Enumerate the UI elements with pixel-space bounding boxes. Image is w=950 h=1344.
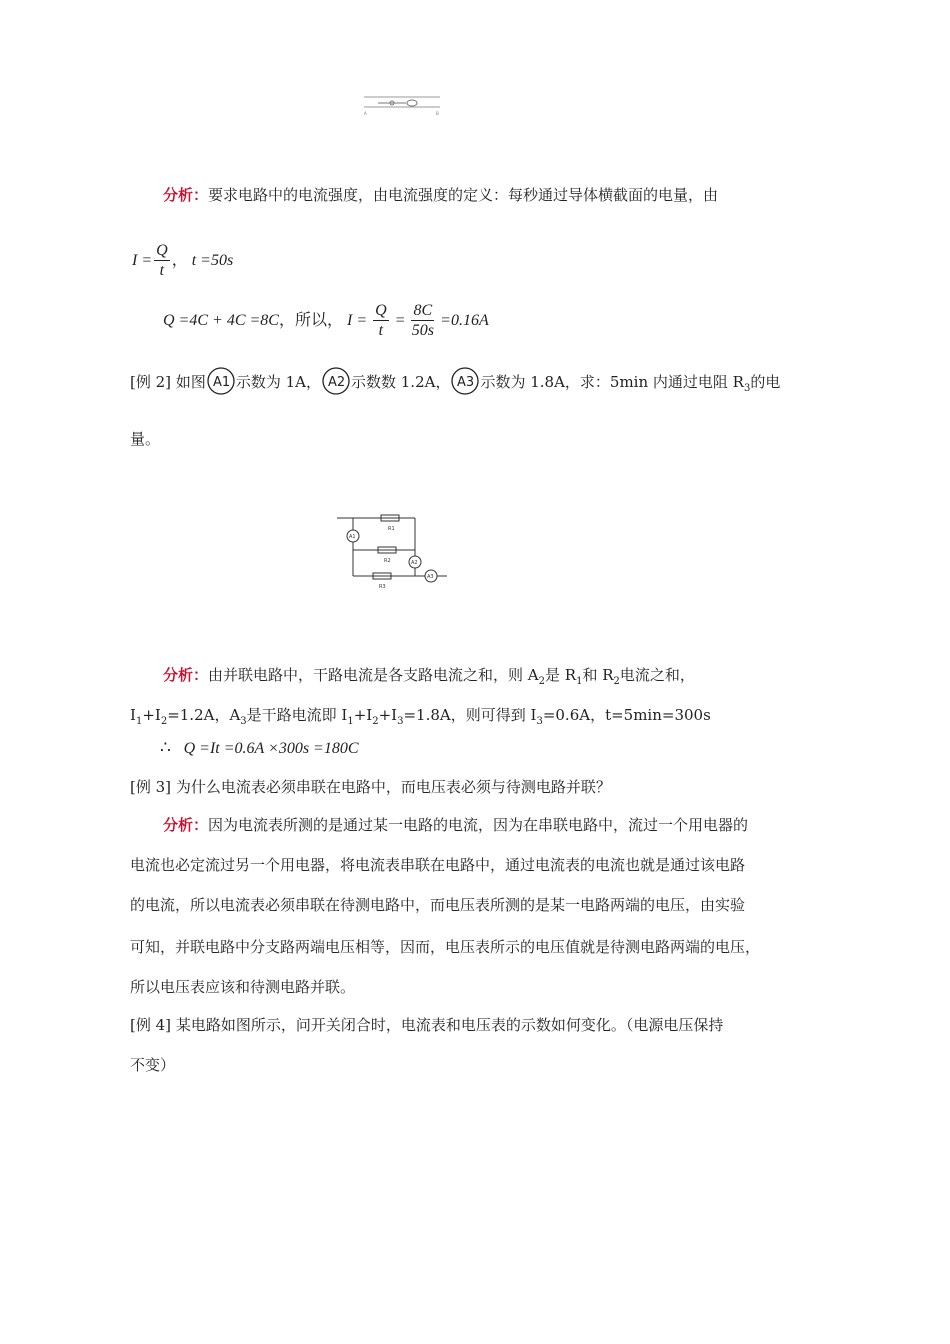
- example-3-question: [例 3] 为什么电流表必须串联在电路中，而电压表必须与待测电路并联？: [130, 778, 611, 796]
- example-3-answer-4: 可知，并联电路中分支路两端电压相等，因而，电压表所示的电压值就是待测电路两端的电压，: [130, 938, 761, 956]
- a2-label: A2: [411, 560, 418, 566]
- formula-charge-result: ∴ Q =It =0.6A ×300s =180C: [160, 738, 359, 758]
- example-4-question: [例 4] 某电路如图所示，问开关闭合时，电流表和电压表的示数如何变化。（电源电压保持: [130, 1016, 724, 1034]
- formula-current-definition: I = $\frac{Q}{t}$ ， t =50s: [132, 242, 234, 279]
- a1-label: A1: [349, 534, 356, 540]
- example-4-question-cont: 不变）: [130, 1056, 176, 1074]
- ammeter-a1-icon: [206, 366, 236, 400]
- analysis-label: 分析：: [163, 186, 209, 204]
- example-2-analysis: 分析：由并联电路中，干路电流是各支路电流之和，则 $A_2$是 $R_1$和 $R_2$电流之和，: [163, 666, 695, 687]
- example-2-question-cont: 量。: [130, 430, 161, 448]
- svg-text:A2: A2: [327, 375, 346, 390]
- svg-text:A: A: [364, 111, 367, 116]
- r3-label: R3: [379, 584, 386, 590]
- r1-label: R1: [388, 526, 395, 532]
- parallel-circuit-diagram: [335, 508, 450, 598]
- a3-label: A3: [427, 574, 434, 580]
- formula-charge: Q =4C + 4C =8C，所以， I = $\frac{Q}{t}$ = $\frac{8C}{50s}$ =0.16A: [163, 302, 489, 339]
- example-3-answer-5: 所以电压表应该和待测电路并联。: [130, 978, 356, 996]
- example-2-question: [例 2] 如图 A1 示数为 1A， A2 示数数 1.2A， A3 示数为 1.8A，求：5min 内通过电阻 $R_3$的电: [130, 366, 780, 400]
- example-3-answer-1: 分析：因为电流表所测的是通过某一电路的电流，因为在串联电路中，流过一个用电器的: [163, 816, 749, 834]
- example-2-analysis-line2: $I_1+I_2=1.2A$，$A_3$是干路电流即 $I_1+I_2+I_3=1.8A$，则可得到 $I_3=0.6A$，t=5min=300s: [130, 706, 711, 727]
- svg-text:A3: A3: [457, 375, 475, 390]
- fraction: $\frac{Q}{t}$: [156, 242, 168, 279]
- analysis-paragraph-1: [163, 184, 718, 205]
- top-figure: [360, 92, 444, 118]
- svg-text:A1: A1: [212, 375, 230, 390]
- ammeter-a2-icon: [321, 366, 351, 400]
- analysis-text: 要求电路中的电流强度，由电流强度的定义：每秒通过导体横截面的电量，由: [208, 186, 719, 204]
- ammeter-a3-icon: [450, 366, 480, 400]
- r2-label: R2: [384, 558, 391, 564]
- example-3-answer-2: 电流也必定流过另一个用电器，将电流表串联在电路中，通过电流表的电流也就是通过该电路: [130, 856, 746, 874]
- svg-text:B: B: [436, 111, 439, 116]
- example-3-answer-3: 的电流，所以电流表必须串联在待测电路中，而电压表所测的是某一电路两端的电压，由实验: [130, 896, 746, 914]
